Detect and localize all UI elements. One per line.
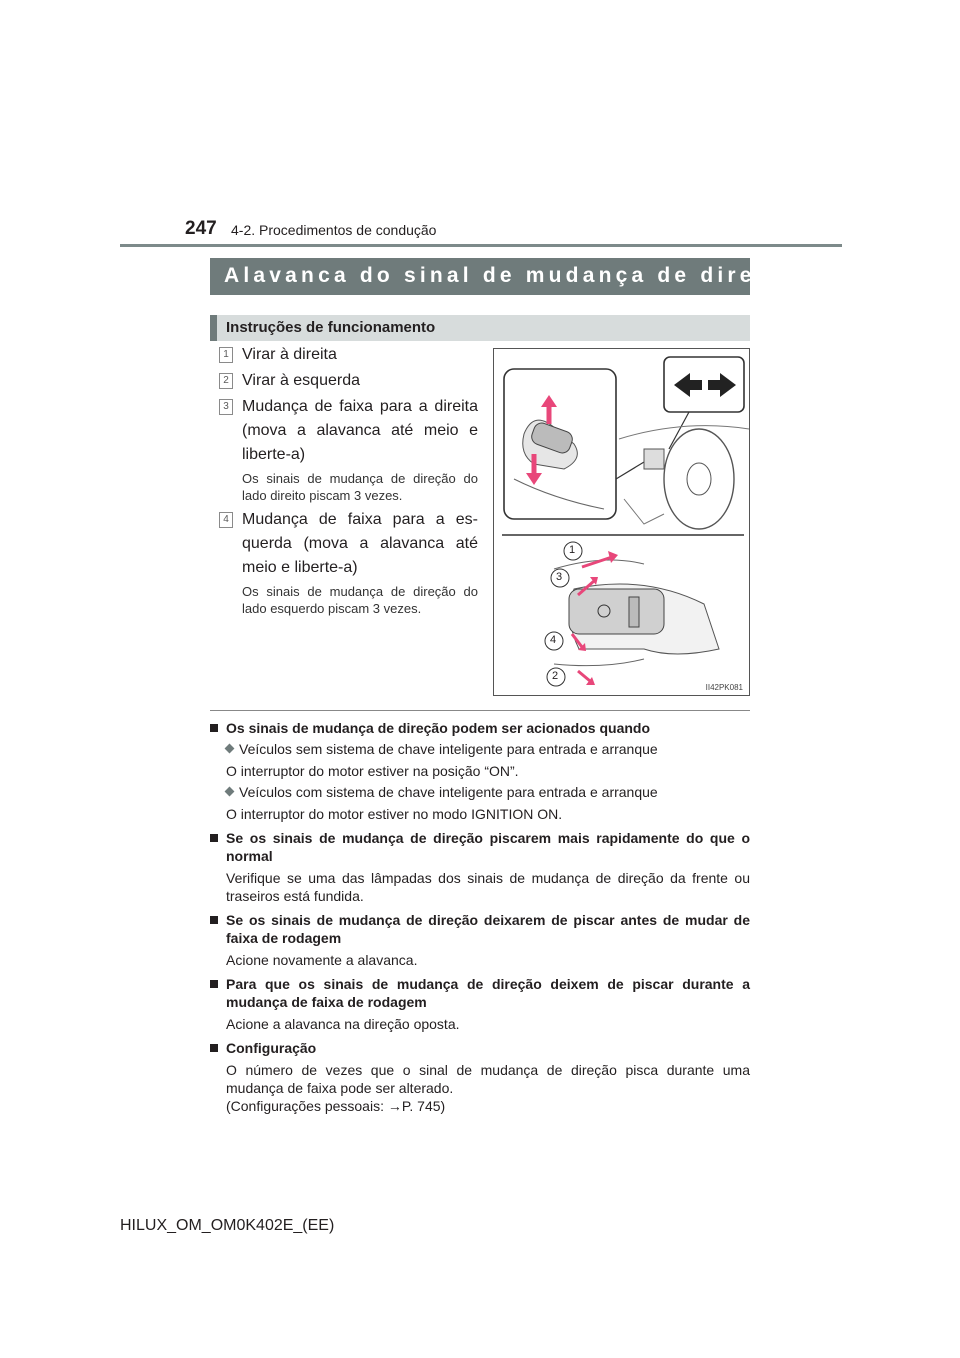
header-rule — [120, 244, 842, 247]
item-3-text: Mudança de faixa para a direita (mova a alavanca até meio e liberte-a) — [242, 398, 478, 463]
note-2-body: Verifique se uma das lâmpadas dos sinais de mudança de direção da frente ou traseiros está fundida. — [226, 870, 750, 904]
subtitle-bar — [210, 315, 750, 341]
note-4-heading: Para que os sinais de mudança de direção deixem de piscar durante a mudança de faixa de rodagem — [210, 975, 750, 1011]
bullet-square-icon — [210, 916, 218, 924]
bullet-square-icon — [210, 980, 218, 988]
item-1-number: 1 — [219, 347, 233, 363]
turn-signal-illustration — [493, 348, 750, 696]
item-2-text: Virar à esquerda — [242, 372, 360, 389]
note-5-body: O número de vezes que o sinal de mudança de direção pisca durante uma mudança de faixa pode ser alterado. — [226, 1062, 750, 1096]
callout-2: 2 — [552, 670, 559, 682]
section-label: 4-2. Procedimentos de condução — [231, 222, 437, 238]
note-3-body: Acione novamente a alavanca. — [226, 952, 418, 968]
bullet-square-icon — [210, 724, 218, 732]
callout-3: 3 — [556, 571, 563, 583]
illustration-code: II42PK081 — [705, 683, 743, 692]
item-3-number: 3 — [219, 399, 233, 415]
note-1-heading: Os sinais de mudança de direção podem ser acionados quando — [210, 719, 750, 737]
notes-divider — [210, 710, 750, 711]
note-1-subhead-1: Veículos sem sistema de chave inteligente para entrada e arranque — [210, 740, 750, 758]
page-title: Alavanca do sinal de mudança de direção — [224, 264, 805, 287]
footer-code: HILUX_OM_OM0K402E_(EE) — [120, 1217, 335, 1234]
note-3-heading: Se os sinais de mudança de direção deixarem de piscar antes de mudar de faixa de rodagem — [210, 911, 750, 947]
item-4-note: Os sinais de mudança de direção do lado esquerdo piscam 3 vezes. — [242, 584, 478, 616]
note-5-heading: Configuração — [210, 1039, 750, 1057]
note-1-body-1: O interruptor do motor estiver na posição “ON”. — [226, 763, 519, 779]
note-2-heading: Se os sinais de mudança de direção piscarem mais rapidamente do que o normal — [210, 829, 750, 865]
bullet-square-icon — [210, 834, 218, 842]
bullet-square-icon — [210, 1044, 218, 1052]
note-1-subhead-2: Veículos com sistema de chave inteligente para entrada e arranque — [210, 783, 750, 801]
callout-1: 1 — [569, 544, 576, 556]
item-2-number: 2 — [219, 373, 233, 389]
subtitle-accent — [210, 315, 217, 341]
note-1-body-2: O interruptor do motor estiver no modo IGNITION ON. — [226, 806, 563, 822]
item-4-text: Mudança de faixa para a es-querda (mova a alavanca até meio e liberte-a) — [242, 511, 478, 576]
subtitle: Instruções de funcionamento — [226, 319, 436, 336]
callout-4: 4 — [550, 634, 557, 646]
notes-section — [210, 719, 750, 1115]
item-1-text: Virar à direita — [242, 346, 337, 363]
lever-drawing — [494, 349, 751, 697]
note-4-body: Acione a alavanca na direção oposta. — [226, 1016, 460, 1032]
title-bar — [210, 258, 805, 295]
note-5-reference[interactable]: (Configurações pessoais: →P. 745) — [226, 1098, 446, 1114]
page-number: 247 — [185, 218, 217, 239]
item-3-note: Os sinais de mudança de direção do lado direito piscam 3 vezes. — [242, 471, 478, 503]
item-4-number: 4 — [219, 512, 233, 528]
